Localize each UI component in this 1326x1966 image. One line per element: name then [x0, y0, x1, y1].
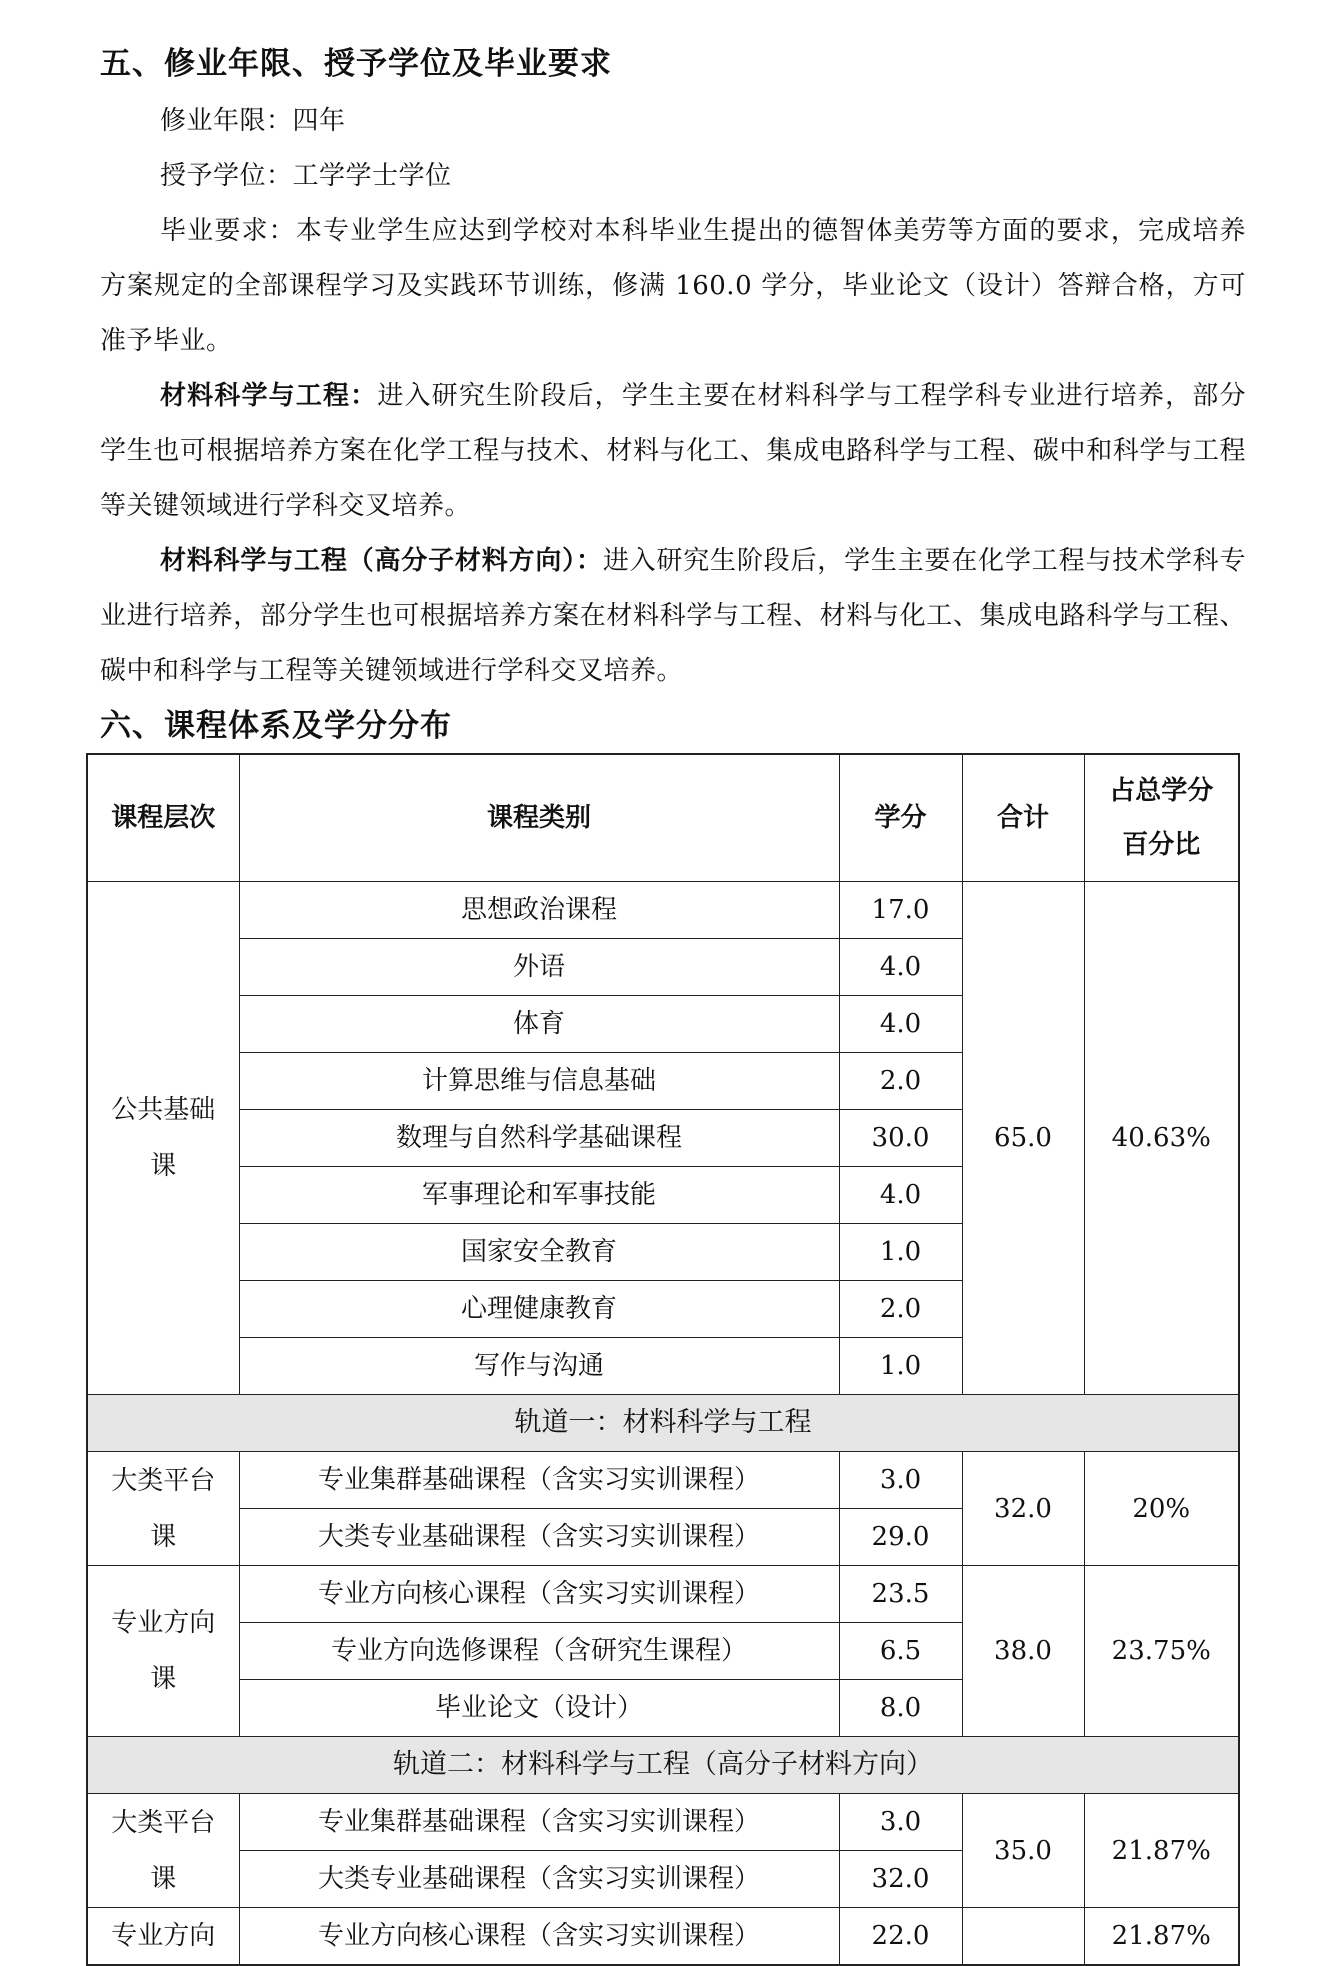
track2-label: 材料科学与工程（高分子材料方向）： [160, 546, 603, 576]
degree-text: 授予学位：工学学士学位 [160, 161, 452, 191]
course-name: 外语 [239, 939, 839, 996]
header-percent: 占总学分百分比 [1084, 754, 1239, 882]
course-name: 专业方向核心课程（含实习实训课程） [239, 1908, 839, 1966]
course-name: 专业方向核心课程（含实习实训课程） [239, 1566, 839, 1623]
header-total: 合计 [962, 754, 1084, 882]
track1-text: 进入研究生阶段后，学生主要在材料科学与工程学科专业进行培养，部分学生也可根据培养方案在化学工程与技术、材料与化工、集成电路科学与工程、碳中和科学与工程等关键领域进行学科交叉培养。 [100, 381, 1246, 521]
course-credits: 4.0 [839, 996, 962, 1053]
track1-direction-percent: 23.75% [1084, 1566, 1239, 1737]
track2-direction-level: 专业方向 [87, 1908, 239, 1966]
course-credits: 23.5 [839, 1566, 962, 1623]
table-header-row [87, 754, 1239, 882]
course-credits: 1.0 [839, 1224, 962, 1281]
course-name: 思想政治课程 [239, 882, 839, 939]
course-name: 计算思维与信息基础 [239, 1053, 839, 1110]
section6-heading: 六、课程体系及学分分布 [100, 708, 452, 744]
course-name: 体育 [239, 996, 839, 1053]
course-credits: 4.0 [839, 1167, 962, 1224]
course-name: 专业集群基础课程（含实习实训课程） [239, 1794, 839, 1851]
credit-distribution-table [86, 753, 1240, 1966]
section5-heading: 五、修业年限、授予学位及毕业要求 [100, 46, 612, 82]
course-name: 专业方向选修课程（含研究生课程） [239, 1623, 839, 1680]
course-credits: 4.0 [839, 939, 962, 996]
public-level-cell: 公共基础课 [87, 882, 239, 1395]
table-row [87, 882, 1239, 939]
track1-direction-total: 38.0 [962, 1566, 1084, 1737]
graduation-requirements: 毕业要求：本专业学生应达到学校对本科毕业生提出的德智体美劳等方面的要求，完成培养方案规定的全部课程学习及实践环节训练，修满 160.0 学分，毕业论文（设计）答辩合格，方可准予毕业。 [100, 216, 1246, 356]
public-percent: 40.63% [1084, 882, 1239, 1395]
course-name: 军事理论和军事技能 [239, 1167, 839, 1224]
course-name: 大类专业基础课程（含实习实训课程） [239, 1509, 839, 1566]
track2-direction-percent: 21.87% [1084, 1908, 1239, 1966]
track2-platform-percent: 21.87% [1084, 1794, 1239, 1908]
table-row [87, 1908, 1239, 1966]
course-credits: 2.0 [839, 1281, 962, 1338]
course-credits: 8.0 [839, 1680, 962, 1737]
track1-title-row [87, 1395, 1239, 1452]
course-name: 专业集群基础课程（含实习实训课程） [239, 1452, 839, 1509]
track2-title: 轨道二：材料科学与工程（高分子材料方向） [87, 1737, 1239, 1794]
track1-platform-level: 大类平台课 [87, 1452, 239, 1566]
header-level: 课程层次 [87, 754, 239, 882]
track1-direction-level: 专业方向课 [87, 1566, 239, 1737]
course-name: 心理健康教育 [239, 1281, 839, 1338]
course-credits: 30.0 [839, 1110, 962, 1167]
course-credits: 1.0 [839, 1338, 962, 1395]
course-credits: 3.0 [839, 1452, 962, 1509]
track2-text: 进入研究生阶段后，学生主要在化学工程与技术学科专业进行培养，部分学生也可根据培养方案在材料科学与工程、材料与化工、集成电路科学与工程、碳中和科学与工程等关键领域进行学科交叉培养。 [100, 546, 1246, 686]
course-credits: 3.0 [839, 1794, 962, 1851]
track1-description [100, 369, 1246, 534]
track2-platform-total: 35.0 [962, 1794, 1084, 1908]
header-category: 课程类别 [239, 754, 839, 882]
course-name: 写作与沟通 [239, 1338, 839, 1395]
public-total: 65.0 [962, 882, 1084, 1395]
course-credits: 22.0 [839, 1908, 962, 1966]
header-credits: 学分 [839, 754, 962, 882]
table-row [87, 1794, 1239, 1851]
course-name: 国家安全教育 [239, 1224, 839, 1281]
course-name: 毕业论文（设计） [239, 1680, 839, 1737]
table-row [87, 1566, 1239, 1623]
track1-label: 材料科学与工程： [160, 381, 378, 411]
track2-description [100, 534, 1246, 699]
duration-text: 修业年限：四年 [160, 106, 346, 136]
course-name: 数理与自然科学基础课程 [239, 1110, 839, 1167]
track1-title: 轨道一：材料科学与工程 [87, 1395, 1239, 1452]
track1-platform-percent: 20% [1084, 1452, 1239, 1566]
table-row [87, 1452, 1239, 1509]
course-credits: 32.0 [839, 1851, 962, 1908]
track2-direction-total [962, 1908, 1084, 1966]
course-credits: 29.0 [839, 1509, 962, 1566]
track2-platform-level: 大类平台课 [87, 1794, 239, 1908]
course-name: 大类专业基础课程（含实习实训课程） [239, 1851, 839, 1908]
track1-platform-total: 32.0 [962, 1452, 1084, 1566]
course-credits: 6.5 [839, 1623, 962, 1680]
track2-title-row [87, 1737, 1239, 1794]
course-credits: 17.0 [839, 882, 962, 939]
course-credits: 2.0 [839, 1053, 962, 1110]
